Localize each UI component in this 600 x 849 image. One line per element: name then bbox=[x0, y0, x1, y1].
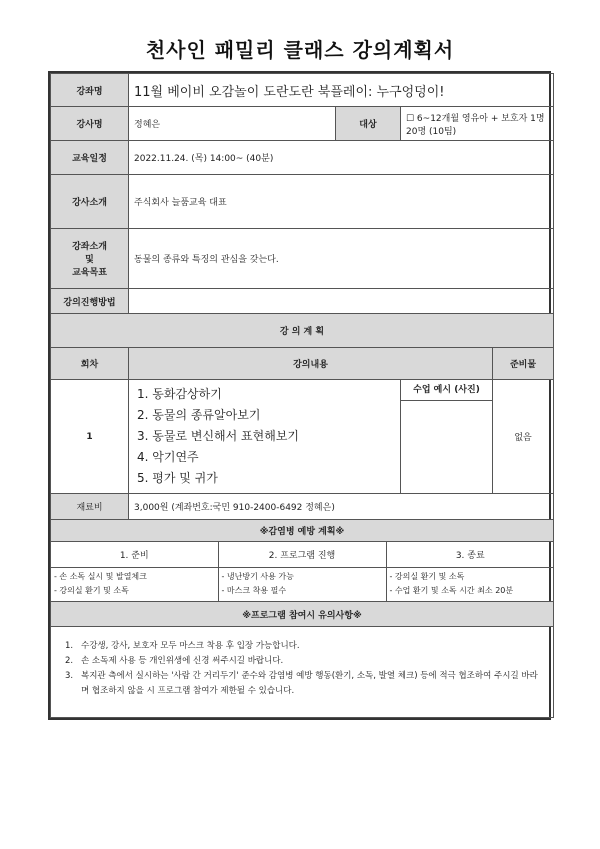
intro-value: 주식회사 늘품교육 대표 bbox=[129, 175, 554, 229]
fee-row bbox=[51, 494, 554, 520]
caution-number: 3. bbox=[65, 671, 74, 681]
method-value bbox=[129, 289, 554, 314]
lecture-plan-sheet bbox=[48, 71, 551, 720]
method-row bbox=[51, 289, 554, 314]
target-value bbox=[401, 107, 554, 141]
page-title: 천사인 패밀리 클래스 강의계획서 bbox=[145, 38, 455, 62]
lesson-item: 1. 동화감상하기 bbox=[137, 387, 222, 401]
session-number: 1 bbox=[51, 380, 129, 494]
prevention-header-row bbox=[51, 520, 554, 542]
prevention-item: - 마스크 착용 필수 bbox=[221, 586, 287, 596]
plan-header: 강 의 계 획 bbox=[51, 314, 554, 348]
plan-columns-row bbox=[51, 348, 554, 380]
class-example-label: 수업 예시 (사진) bbox=[401, 380, 492, 401]
plan-header-row bbox=[51, 314, 554, 348]
instructor-value: 정혜은 bbox=[129, 107, 336, 141]
cautions-body-row bbox=[51, 627, 554, 718]
goal-label-line-3: 교육목표 bbox=[72, 268, 107, 278]
col-materials: 준비물 bbox=[493, 348, 554, 380]
lesson-item: 4. 악기연주 bbox=[137, 450, 199, 464]
instructor-label: 강사명 bbox=[51, 107, 129, 141]
caution-item bbox=[65, 669, 545, 699]
prevention-prepare-items bbox=[51, 567, 218, 601]
lesson-list bbox=[129, 380, 401, 494]
prevention-item: - 손 소독 실시 및 발열체크 bbox=[54, 572, 147, 582]
course-row bbox=[51, 74, 554, 107]
prevention-item: - 강의실 환기 및 소독 bbox=[54, 586, 129, 596]
schedule-row bbox=[51, 141, 554, 175]
prevention-end-items bbox=[386, 567, 554, 601]
materials-value: 없음 bbox=[493, 380, 554, 494]
intro-row bbox=[51, 175, 554, 229]
lesson-item: 2. 동물의 종류알아보기 bbox=[137, 408, 261, 422]
session-row bbox=[51, 380, 554, 494]
course-value: 11월 베이비 오감놀이 도란도란 북플레이: 누구엉덩이! bbox=[129, 74, 554, 107]
caution-item bbox=[65, 639, 545, 654]
prevention-item: - 강의실 환기 및 소독 bbox=[389, 572, 465, 582]
caution-text: 수강생, 강사, 보호자 모두 마스크 착용 후 입장 가능합니다. bbox=[81, 641, 300, 651]
caution-text: 복지관 측에서 실시하는 '사람 간 거리두기' 준수와 감염병 예방 행동(환기, 소독, 발열 체크) 등에 적극 협조하여 주시길 바라며 협조하지 않을 시 프로그램 참여가 제한될 수 있습니다. bbox=[81, 671, 538, 696]
course-label: 강좌명 bbox=[51, 74, 129, 107]
caution-number: 1. bbox=[65, 641, 74, 651]
col-content: 강의내용 bbox=[129, 348, 493, 380]
caution-number: 2. bbox=[65, 656, 74, 666]
prevention-col-end: 3. 종료 bbox=[386, 542, 554, 567]
cautions-body bbox=[51, 627, 554, 718]
goal-value: 동물의 종류와 특징의 관심을 갖는다. bbox=[129, 229, 554, 289]
prevention-body bbox=[51, 542, 554, 602]
col-session: 회차 bbox=[51, 348, 129, 380]
prevention-header: ※감염병 예방 계획※ bbox=[51, 520, 554, 542]
caution-text: 손 소독제 사용 등 개인위생에 신경 써주시길 바랍니다. bbox=[81, 656, 284, 666]
prevention-table bbox=[51, 542, 554, 601]
lesson-item: 3. 동물로 변신해서 표현해보기 bbox=[137, 429, 299, 443]
target-label: 대상 bbox=[336, 107, 401, 141]
class-example-cell bbox=[401, 380, 493, 494]
prevention-col-prepare: 1. 준비 bbox=[51, 542, 218, 567]
goal-row bbox=[51, 229, 554, 289]
goal-label-line-1: 강좌소개 bbox=[72, 242, 107, 252]
caution-item bbox=[65, 654, 545, 669]
prevention-item: - 냉난방기 사용 가능 bbox=[221, 572, 294, 582]
prevention-item: - 수업 환기 및 소독 시간 최소 20분 bbox=[389, 586, 514, 596]
goal-label-line-2: 및 bbox=[85, 255, 94, 265]
target-line-1: ☐ 6~12개월 영유아 + 보호자 1명 bbox=[406, 113, 545, 124]
lecture-plan-table bbox=[50, 73, 554, 718]
cautions-header-row bbox=[51, 602, 554, 627]
method-label: 강의진행방법 bbox=[51, 289, 129, 314]
prevention-body-row bbox=[51, 542, 554, 602]
schedule-label: 교육일정 bbox=[51, 141, 129, 175]
intro-label: 강사소개 bbox=[51, 175, 129, 229]
goal-label bbox=[51, 229, 129, 289]
schedule-value: 2022.11.24. (목) 14:00~ (40분) bbox=[129, 141, 554, 175]
cautions-header: ※프로그램 참여시 유의사항※ bbox=[51, 602, 554, 627]
fee-value: 3,000원 (계좌번호:국민 910-2400-6492 정혜은) bbox=[129, 494, 554, 520]
target-line-2: 20명 (10팀) bbox=[406, 126, 457, 137]
prevention-progress-items bbox=[218, 567, 386, 601]
lesson-item: 5. 평가 및 귀가 bbox=[137, 471, 218, 485]
instructor-row bbox=[51, 107, 554, 141]
class-example-photo-area bbox=[401, 401, 492, 491]
prevention-col-progress: 2. 프로그램 진행 bbox=[218, 542, 386, 567]
fee-label: 재료비 bbox=[51, 494, 129, 520]
